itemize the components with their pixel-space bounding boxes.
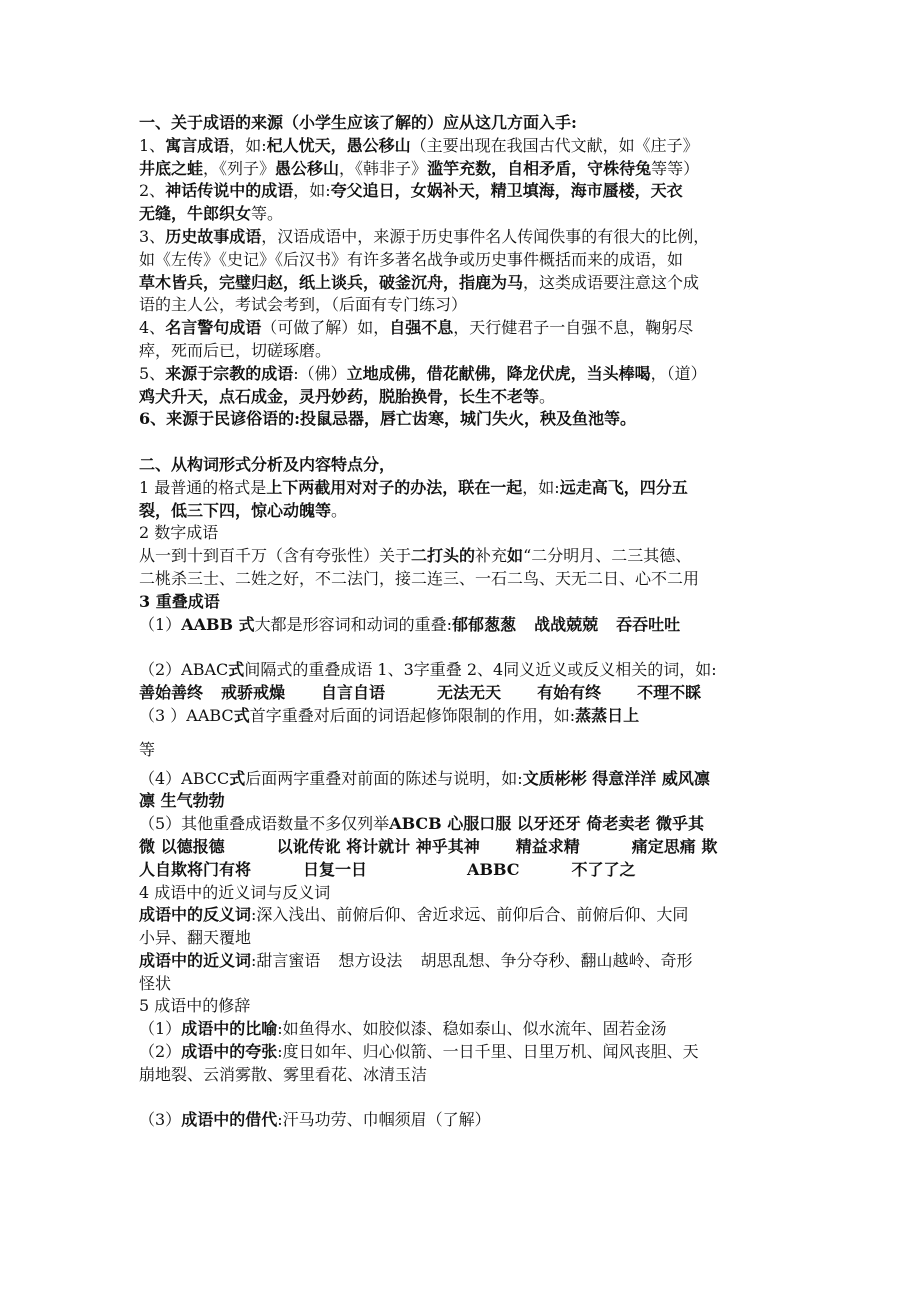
para4-synonyms-line2: 怪状 — [139, 973, 172, 993]
para5-hyperbole: （2）成语中的夸张:度日如年、归心似箭、一日千里、日里万机、闻风丧胆、天 — [139, 1042, 699, 1062]
item3-line2: 如《左传》《史记》《后汉书》有许多著名战争或历史事件概括而来的成语，如 — [139, 249, 684, 269]
para5-metaphor: （1）成语中的比喻:如鱼得水、如胶似漆、稳如泰山、似水流年、固若金汤 — [139, 1019, 667, 1039]
para5-title: 5 成语中的修辞 — [139, 996, 251, 1016]
section2-heading: 二、从构词形式分析及内容特点分， — [139, 454, 396, 474]
para5-hyperbole-line2: 崩地裂、云消雾散、雾里看花、冰清玉洁 — [139, 1064, 428, 1084]
para4-antonyms: 成语中的反义词:深入浅出、前俯后仰、舍近求远、前仰后合、前俯后仰、大同 — [139, 905, 689, 925]
item2-line2: 无缝，牛郎织女等。 — [139, 204, 284, 224]
item3-line4: 语的主人公，考试会考到，（后面有专门练习） — [139, 295, 468, 315]
item5-line2: 鸡犬升天，点石成金，灵丹妙药，脱胎换骨，长生不老等。 — [139, 386, 556, 406]
para3-abcc: （4）ABCC式后面两字重叠对前面的陈述与说明，如:文质彬彬 得意洋洋 威风凛 — [139, 768, 710, 788]
para4-antonyms-line2: 小异、翻天覆地 — [139, 928, 252, 948]
item4-line2: 瘁，死而后已，切磋琢磨。 — [139, 340, 332, 360]
para3-abcc-line2: 凛 生气勃勃 — [139, 791, 225, 811]
spacer — [139, 636, 789, 659]
para3-aabb: （1）AABB 式大都是形容词和动词的重叠:郁郁葱葱 战战兢兢 吞吞吐吐 — [139, 614, 681, 634]
item1-line2: 井底之蛙，《列子》愚公移山，《韩非子》滥竽充数，自相矛盾，守株待兔等等） — [139, 158, 700, 178]
spacer — [139, 1087, 789, 1110]
para1-line2: 裂，低三下四，惊心动魄等。 — [139, 500, 348, 520]
item3-line3: 草木皆兵，完璧归赵，纸上谈兵，破釜沉舟，指鹿为马，这类成语要注意这个成 — [139, 272, 700, 292]
para1-line1: 1 最普通的格式是上下两截用对对子的办法，联在一起，如:远走高飞，四分五 — [139, 477, 688, 497]
item1-line1: 1、寓言成语，如:杞人忧天，愚公移山（主要出现在我国古代文献，如《庄子》 — [139, 135, 699, 155]
item2-line1: 2、神话传说中的成语，如:夸父追日，女娲补天，精卫填海，海市蜃楼，天衣 — [139, 181, 683, 201]
para3-title: 3 重叠成语 — [139, 591, 220, 611]
para3-aabc: （3 ）AABC式首字重叠对后面的词语起修饰限制的作用，如:蒸蒸日上 — [139, 705, 640, 725]
item4-line1: 4、名言警句成语（可做了解）如，自强不息，天行健君子一自强不息，鞠躬尽 — [139, 318, 694, 338]
item5-line1: 5、来源于宗教的成语:（佛）立地成佛，借花献佛，降龙伏虎，当头棒喝，（道） — [139, 363, 707, 383]
para4-title: 4 成语中的近义词与反义词 — [139, 882, 331, 902]
para4-synonyms: 成语中的近义词:甜言蜜语 想方设法 胡思乱想、争分夺秒、翻山越岭、奇形 — [139, 950, 693, 970]
para2-title: 2 数字成语 — [139, 523, 219, 543]
para2-line2: 二桃杀三士、二姓之好，不二法门，接二连三、一石二鸟、天无二日、心不二用 — [139, 568, 700, 588]
para3-abac-examples: 善始善终 戒骄戒燥 自言自语 无法无天 有始有终 不理不睬 — [139, 682, 702, 702]
para3-other-line2: 微 以德报德 以讹传讹 将计就计 神乎其神 精益求精 痛定思痛 欺 — [139, 836, 718, 856]
para5-metonymy: （3）成语中的借代:汗马功劳、巾帼须眉（了解） — [139, 1110, 491, 1130]
document-page — [139, 112, 789, 1132]
item6-line1: 6、来源于民谚俗语的:投鼠忌器，唇亡齿寒，城门失火，秧及鱼池等。 — [139, 409, 637, 429]
spacer — [139, 431, 789, 454]
para3-aabc-tail: 等 — [139, 739, 156, 759]
para3-abac: （2）ABAC式间隔式的重叠成语 1、3字重叠 2、4同义近义或反义相关的词，如: — [139, 660, 717, 680]
para3-other-line3: 人自欺将门有将 日复一日 ABBC 不了了之 — [139, 859, 636, 879]
para3-other: （5）其他重叠成语数量不多仅列举ABCB 心服口服 以牙还牙 倚老卖老 微乎其 — [139, 814, 704, 834]
item3-line1: 3、历史故事成语，汉语成语中，来源于历史事件名人传闻佚事的有很大的比例， — [139, 226, 710, 246]
section1-heading: 一、关于成语的来源（小学生应该了解的）应从这几方面入手: — [139, 113, 577, 132]
para2-line1: 从一到十到百千万（含有夸张性）关于二打头的补充如“二分明月、二三其德、 — [139, 546, 692, 566]
